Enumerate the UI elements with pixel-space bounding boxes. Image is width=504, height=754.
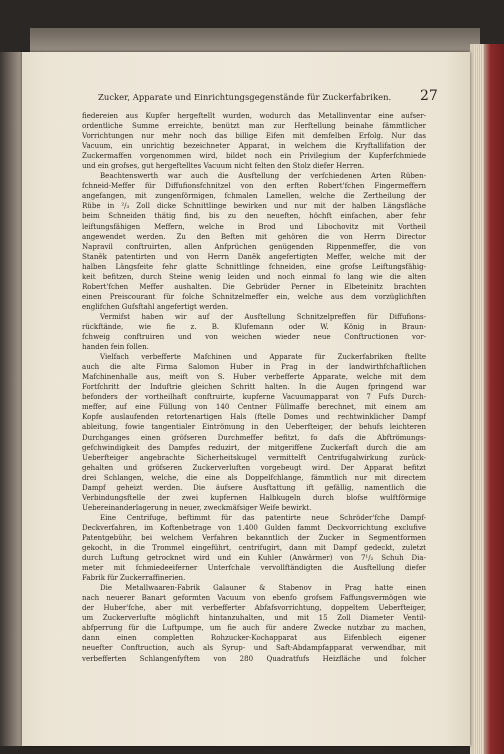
text-line: keit befitzen, durch Steine wenig leiden und noch einmal fo lang wie die alten [82,271,426,281]
text-line: fiedereien aus Kupfer hergeftellt wurden, wodurch das Metallinventar eine aufser- [82,111,426,120]
text-line: um Zuckerverlufte möglichft hintanzuhalten, und mit 15 Zoll Diameter Ventil- [82,613,426,623]
text-line: Verbindungsftelle der zwei kupfernen Halbkugeln durch blofse wulftförmige [82,492,426,502]
text-line: englifchen Gufsftahl angefertigt werden. [82,301,229,311]
page-header [22,88,470,108]
text-line: befonders der vortheilhaft conftruirte, kupferne Vacuumapparat von 7 Fufs Durch- [82,392,426,402]
text-line: rückftände, wie fie z. B. Klufemann oder W. König in Braun- [82,321,426,331]
text-line: drei Schlangen, welche, die eine als Doppelfchlange, fämmtlich nur mit directem [82,472,426,482]
text-line: fchweig conftruiren und von weichen wieder neue Conftructionen vor- [82,332,426,342]
text-line: und ein grofses, gut hergeftelltes Vacuum nicht felten den Stolz diefer Herren. [82,161,365,171]
text-line: nach neuerer Banart geformten Vacuum von ebenfo grofsem Faffungsvermögen wie [82,593,426,603]
text-line: Eine Centrifuge, beftimmt für das patentirte neue Schröder'fche Dampf- [100,512,426,522]
book-top-edge [30,28,480,52]
text-line: Deckverfahren, im Koftenbetrage von 1.400 Gulden fammt Deckvorrichtung exclufive [82,522,426,532]
text-line: leiftungsfähigen Meffern, welche in Brod und Libochovitz mit Vortheil [82,221,426,231]
text-line: Kopfe auslaufenden retortenartigen Hals (ftelle Domes und rechtwinklicher Dampf [82,412,426,422]
text-line: angefangen, mit zungenförmigen, fchmalen Lamellen, welche die Zertheilung der [82,191,426,201]
text-line: Vacuum, ein unrichtig bezeichneter Apparat, in welchem die Kryftallifation der [82,141,426,151]
text-line: neuefter Conftruction, auch als Syrup- und Saft-Abdampfapparat verwendbar, mit [82,643,426,653]
text-line: Napravil conftruirten, allen Anfprüchen genügenden Rippenmeffer, die von [82,241,426,251]
text-line: Staněk patentirten und von Herrn Daněk angefertigten Meffer, welche mit der [82,251,426,261]
text-line: der Huber'fche, aber mit verbefferter Abfafsvorrichtung, doppeltem Ueberfteiger, [82,603,426,613]
text-line: einen Preiscourant für folche Schnitzelmeffer ein, welche aus dem vorzüglichften [82,291,426,301]
running-title: Zucker, Apparate und Einrichtungsgegenstände für Zuckerfabriken. [98,92,392,102]
text-line: dann einen completten Rohzucker-Kochapparat aus Eifenblech eigener [82,633,426,643]
page-body-text [82,111,426,664]
text-line: gekocht, in die Trommel eingeführt, centrifugirt, dann mit Dampf gedeckt, zuletzt [82,543,426,553]
text-line: auch die alte Firma Salomon Huber in Prag in der landwirthfchaftlichen [82,362,426,372]
text-line: ordentliche Summe erreichte, benützt man zur Herftellung beinahe fämmtlicher [82,121,426,131]
text-line: Die Metallwaaren-Fabrik Galauner & Stabenov in Prag hatte einen [100,583,426,593]
text-line: Mafchinenhalle aus, meift von S. Huber verbefferte Apparate, welche mit dem [82,372,426,382]
text-line: durch Luftung getrocknet wird und ein Kuhler (Anwärmer) von 7¹/₂ Schuh Dia- [82,553,426,563]
text-line: beim Schneiden thätig find, bis zu den neueften, höchft einfachen, aber fehr [82,211,426,221]
text-line: Patentgebühr, bei welchem Verfahren bekanntlich der Zucker in Segmentformen [82,532,426,542]
text-line: gehalten und gröfseren Zuckerverluften vorgebeugt wird. Der Apparat befitzt [82,462,426,472]
text-line: Vielfach verbefferte Mafchinen und Apparate für Zuckerfabriken ftellte [100,352,426,362]
page-number: 27 [420,88,438,104]
text-line: Ueberfteiger angebrachte Sicherheitskugel vermittelft Centrifugalwirkung zurück- [82,452,426,462]
text-line: angewendet werden. Zu den Beften mit gehören die von Herrn Director [82,231,426,241]
text-line: meffer, auf eine Füllung von 140 Centner Füllmaffe berechnet, mit einem am [82,402,426,412]
book-page-edges [470,44,504,754]
text-line: Robert'fchen Meffer aushalten. Die Gebrüder Perner in Elbeteinitz brachten [82,281,426,291]
text-line: abfperrung für die Luftpumpe, um fie auch für andere Zwecke nutzbar zu machen, [82,623,426,633]
text-line: verbefferten Schlangenfyftem von 280 Quadratfufs Heizfläche und folcher [82,653,426,663]
text-line: gefchwindigkeit des Dampfes reduzirt, der mitgeriffene Zuckerfaft durch die am [82,442,426,452]
text-line: Fabrik für Zuckerraffinerien. [82,573,186,583]
text-line: Fortfchritt der Induftrie gleichen Schritt halten. In die Augen fpringend war [82,382,426,392]
text-line: Zuckermaffen vorgenommen wird, bildet noch ein Privilegium der Kupferfchmiede [82,151,426,161]
text-line: meter mit fchmiedeeiferner Unterfchale vervollftändigten die Ausftellung diefer [82,563,426,573]
text-line: Vermifst haben wir auf der Ausftellung Schnitzelpreffen für Diffufions- [100,311,426,321]
text-line: Uebereinanderlagerung in neuer, zweckmäfsiger Weife bewirkt. [82,502,312,512]
book-spine-shadow [0,52,22,746]
text-line: Dampf geheizt werden. Die äufsere Ausftattung ift gefällig, namentlich die [82,482,426,492]
text-line: ableitung, fowie tangentialer Eintrömung in den Ueberfteiger, der behufs leichteren [82,422,426,432]
text-line: halben Längsfeite fehr glatte Schnittlinge fchneiden, eine grofse Leiftungsfähig- [82,261,426,271]
text-line: Vorrichtungen nur mehr noch das billige Eifen mit demfelben Erfolg. Nur das [82,131,426,141]
text-line: Beachtenswerth war auch die Ausftellung der verfchiedenen Arten Rüben- [100,171,426,181]
text-line: handen fein follen. [82,342,149,352]
text-line: fchneid-Meffer für Diffufionsfchnitzel von den erften Robert'fchen Fingermeffern [82,181,426,191]
text-line: Rübe in ²/₃ Zoll dicke Schnittlinge bewirken und nur mit der halben Längsfläche [82,201,426,211]
text-line: Durchganges einen gröfseren Durchmeffer befitzt, fo dafs die Abftrömungs- [82,432,426,442]
